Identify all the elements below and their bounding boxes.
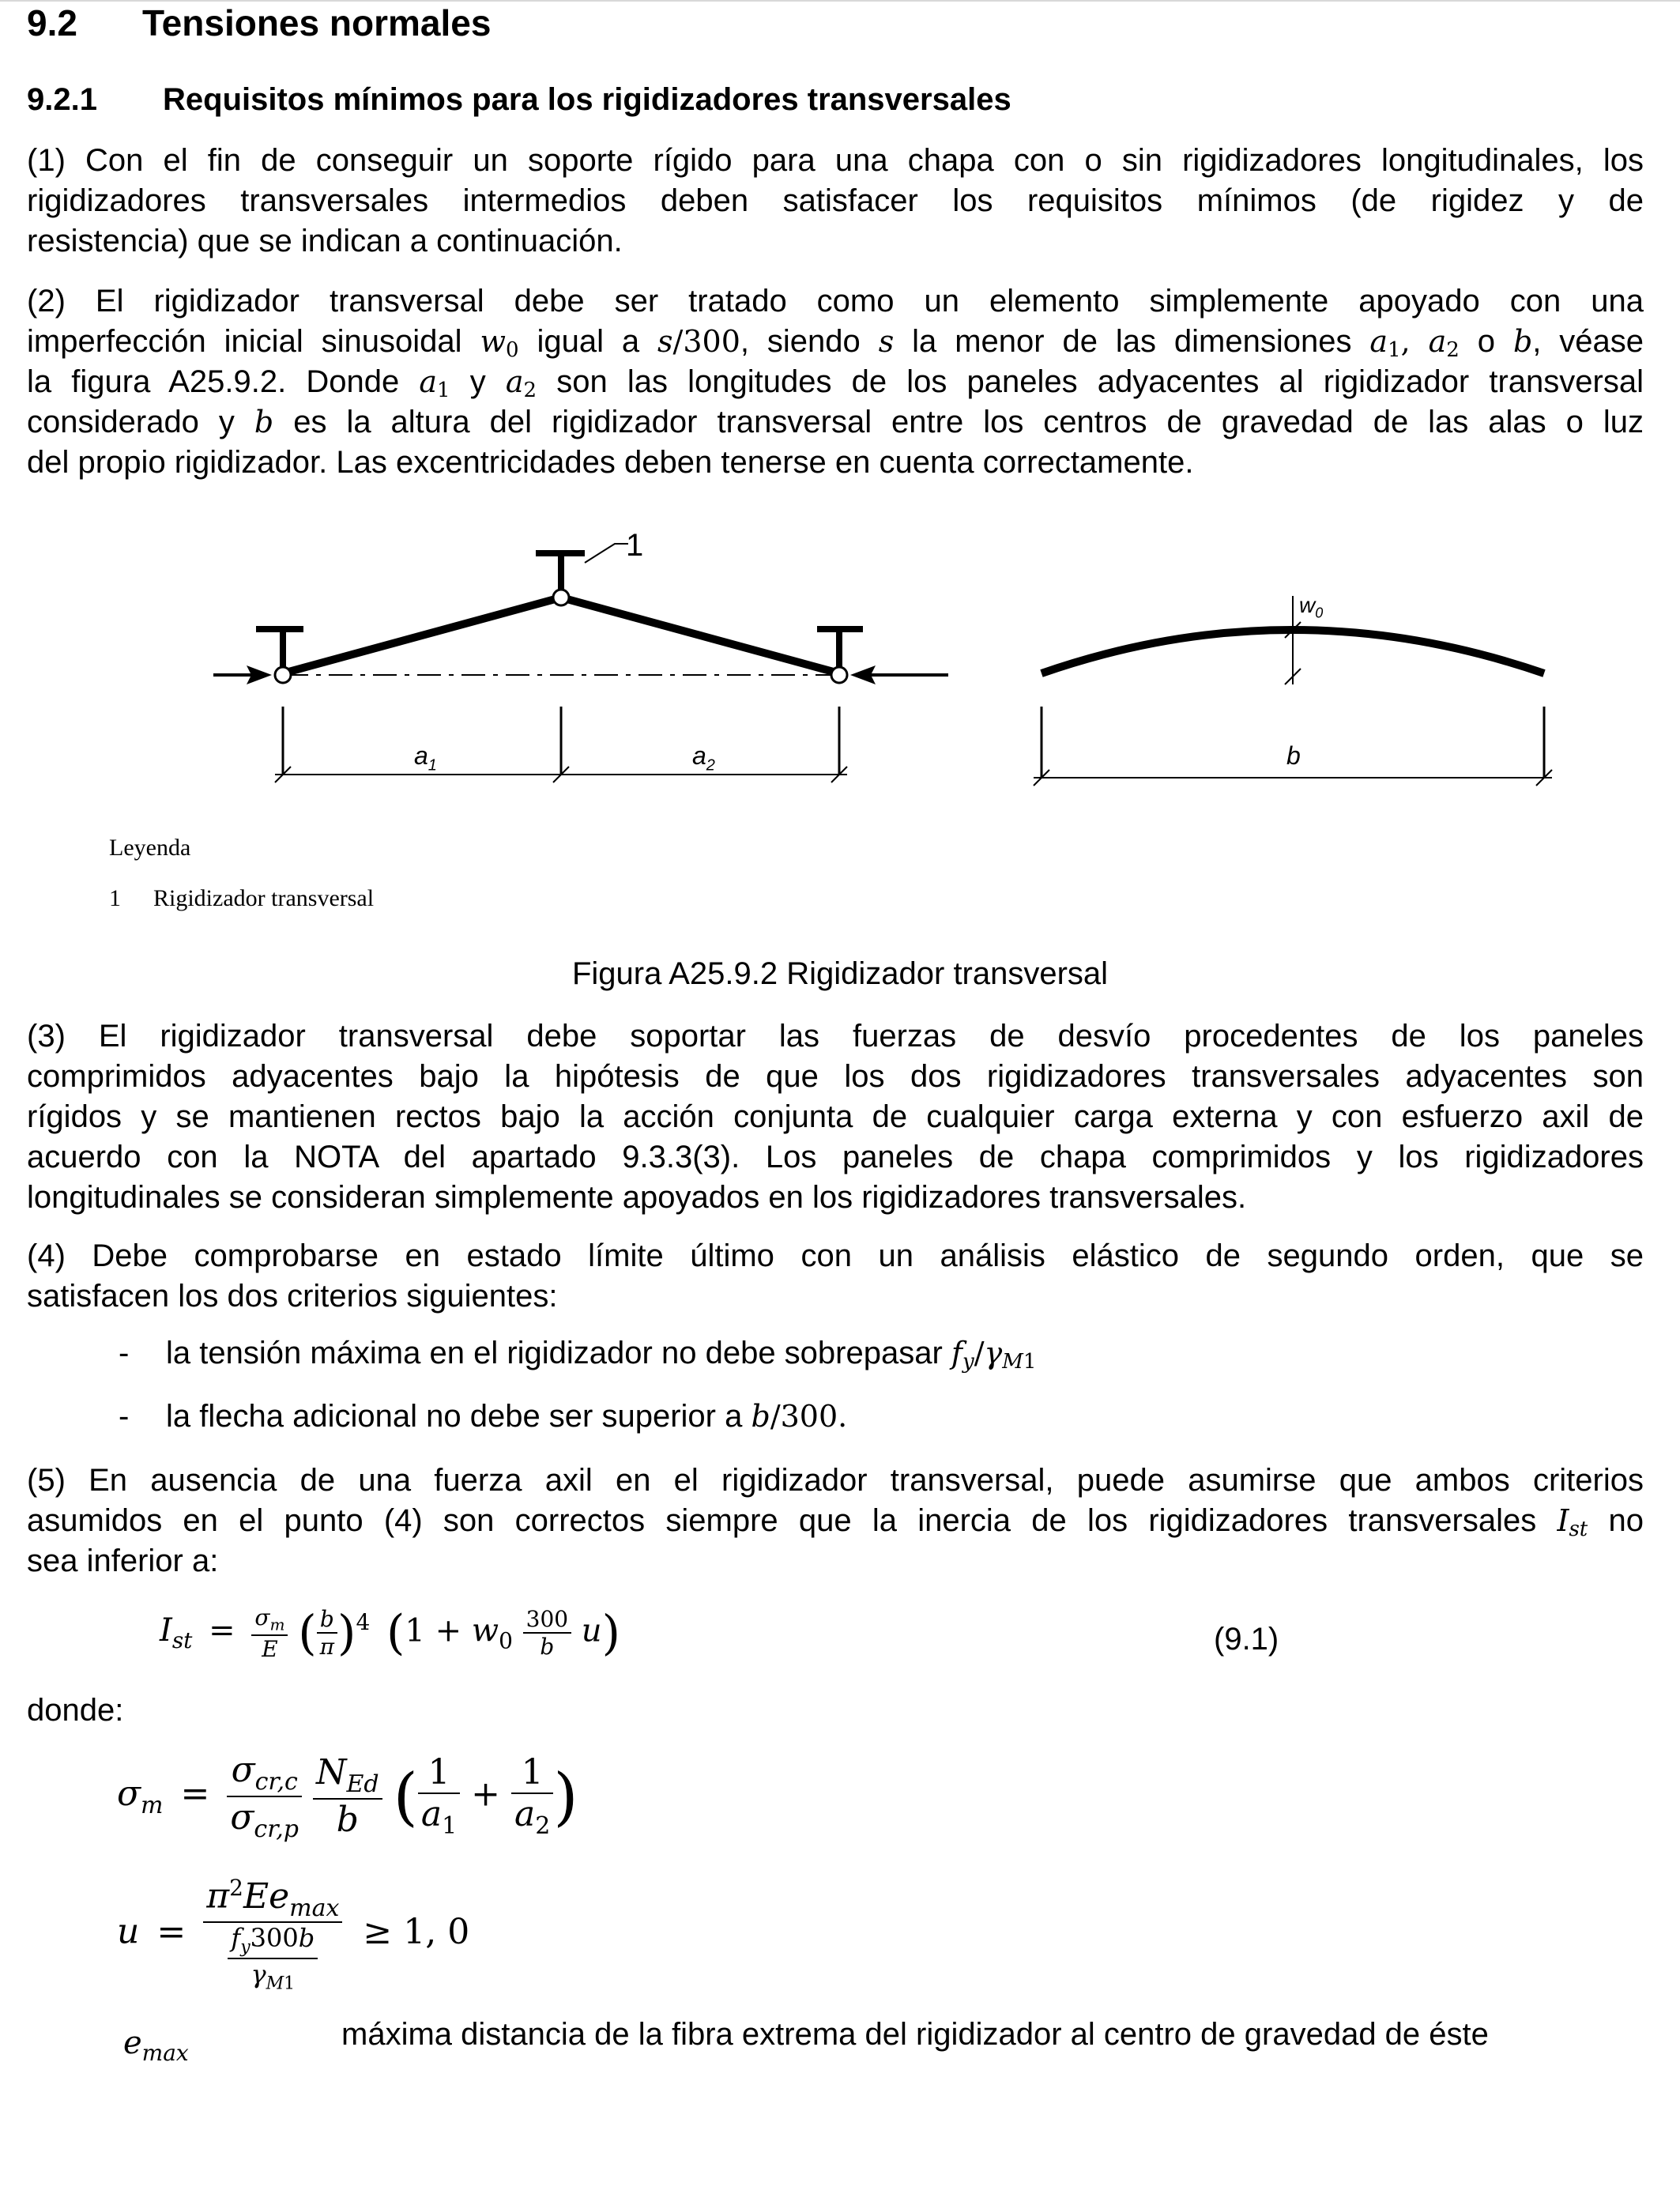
section-title: Tensiones normales — [142, 2, 492, 43]
subsection-title: Requisitos mínimos para los rigidizadores transversales — [163, 82, 1011, 117]
figure-label-a2: $a_2$ — [692, 741, 715, 775]
paragraph-2 — [27, 281, 1644, 483]
paragraph-4 — [27, 1236, 1644, 1317]
paragraph-line: resistencia) que se indican a continuación. — [27, 224, 623, 258]
paragraph-line: sea inferior a: — [27, 1544, 219, 1578]
emax-symbol: $e_{max}$ — [123, 2025, 189, 2066]
figure-label-a1: $a_1$ — [414, 741, 437, 775]
equation-number: (9.1) — [1214, 1622, 1279, 1657]
equation-sigma-m: $\sigma_m$ = $\sigma_{cr,c}$ $\sigma_{cr,p}$ $N_{Ed}$ b ( $\frac{1}{a_1}$ + $\frac{1}{a_2}$ ) — [117, 1750, 578, 1843]
paragraph-line: rigidizadores transversales intermedios deben satisfacer los requisitos mínimos (de rigidez y de — [27, 183, 1644, 218]
paragraph-5 — [27, 1461, 1644, 1581]
paragraph-line: comprimidos adyacentes bajo la hipótesis de que los dos rigidizadores transversales adyacentes son — [27, 1059, 1644, 1094]
paragraph-3 — [27, 1016, 1644, 1218]
paragraph-line: la figura A25.9.2. Donde $a_1$ y $a_2$ son las longitudes de los paneles adyacentes al rigidizador transversal — [27, 364, 1644, 402]
paragraph-line: asumidos en el punto (4) son correctos siempre que la inercia de los rigidizadores transversales $I_{st}$ no — [27, 1503, 1644, 1541]
paragraph-line: longitudinales se consideran simplemente apoyados en los rigidizadores transversales. — [27, 1180, 1247, 1215]
plate-left — [283, 598, 561, 673]
emax-description: máxima distancia de la fibra extrema del rigidizador al centro de gravedad de éste — [341, 2017, 1489, 2052]
paragraph-line: imperfección inicial sinusoidal $w_0$ igual a s/300, siendo s la menor de las dimensiones $a_1$, $a_2$ o b, véase — [27, 324, 1644, 362]
donde-label: donde: — [27, 1693, 124, 1728]
section-number: 9.2 — [27, 2, 77, 43]
paragraph-line: del propio rigidizador. Las excentricidades deben tenerse en cuenta correctamente. — [27, 445, 1194, 480]
subsection-number: 9.2.1 — [27, 82, 97, 117]
paragraph-line: (3) El rigidizador transversal debe soportar las fuerzas de desvío procedentes de los paneles — [27, 1019, 1644, 1054]
section-heading — [27, 2, 491, 44]
left-diagram — [213, 544, 948, 782]
paragraph-line: rígidos y se mantienen rectos bajo la acción conjunta de cualquier carga externa y con esfuerzo axil de — [27, 1099, 1644, 1134]
legend-number: 1 — [109, 885, 121, 911]
paragraph-line: considerado y b es la altura del rigidizador transversal entre los centros de gravedad de las alas o luz — [27, 405, 1644, 439]
stiffener-figure — [0, 514, 1680, 925]
figure-label-1: 1 — [626, 528, 644, 563]
equation-9-1: $I_{st}$ = $\frac{\sigma_m}{E}$ ( $\frac{b}{\pi}$ )$^4$ ($1 + w_0$ $\frac{300}{b}$ u) — [160, 1604, 620, 1662]
paragraph-line: (4) Debe comprobarse en estado límite último con un análisis elástico de segundo orden, que se — [27, 1238, 1644, 1273]
bullet-item-2: - la flecha adicional no debe ser superior a b/300. — [119, 1399, 848, 1434]
equation-u: u = $\pi^2Ee_{max}$ $\frac{f_y300b}{\gamma_{M1}}$ ≥ 1, 0 — [117, 1875, 470, 1994]
hinge-left — [275, 667, 291, 683]
paragraph-1 — [27, 141, 1644, 262]
paragraph-line: acuerdo con la NOTA del apartado 9.3.3(3). Los paneles de chapa comprimidos y los rigidizadores — [27, 1140, 1644, 1174]
figure-caption: Figura A25.9.2 Rigidizador transversal — [571, 956, 1109, 991]
hinge-mid — [553, 590, 569, 605]
paragraph-line: (1) Con el fin de conseguir un soporte rígido para una chapa con o sin rigidizadores longitudinales, los — [27, 143, 1644, 178]
bullet-item-1: - la tensión máxima en el rigidizador no debe sobrepasar $f_y/\gamma_{M1}$ — [119, 1336, 1037, 1374]
figure-label-w0: $w_0$ — [1299, 593, 1324, 621]
paragraph-line: satisfacen los dos criterios siguientes: — [27, 1279, 558, 1314]
subsection-heading — [27, 82, 1011, 118]
figure-label-b: b — [1286, 741, 1301, 770]
legend-title: Leyenda — [109, 835, 191, 861]
label-leader — [585, 544, 628, 563]
paragraph-line: (5) En ausencia de una fuerza axil en el rigidizador transversal, puede asumirse que ambos criterios — [27, 1463, 1644, 1498]
plate-right — [561, 598, 839, 673]
paragraph-line: (2) El rigidizador transversal debe ser tratado como un elemento simplemente apoyado con una — [27, 284, 1644, 319]
legend-text: Rigidizador transversal — [153, 885, 375, 911]
hinge-right — [831, 667, 847, 683]
